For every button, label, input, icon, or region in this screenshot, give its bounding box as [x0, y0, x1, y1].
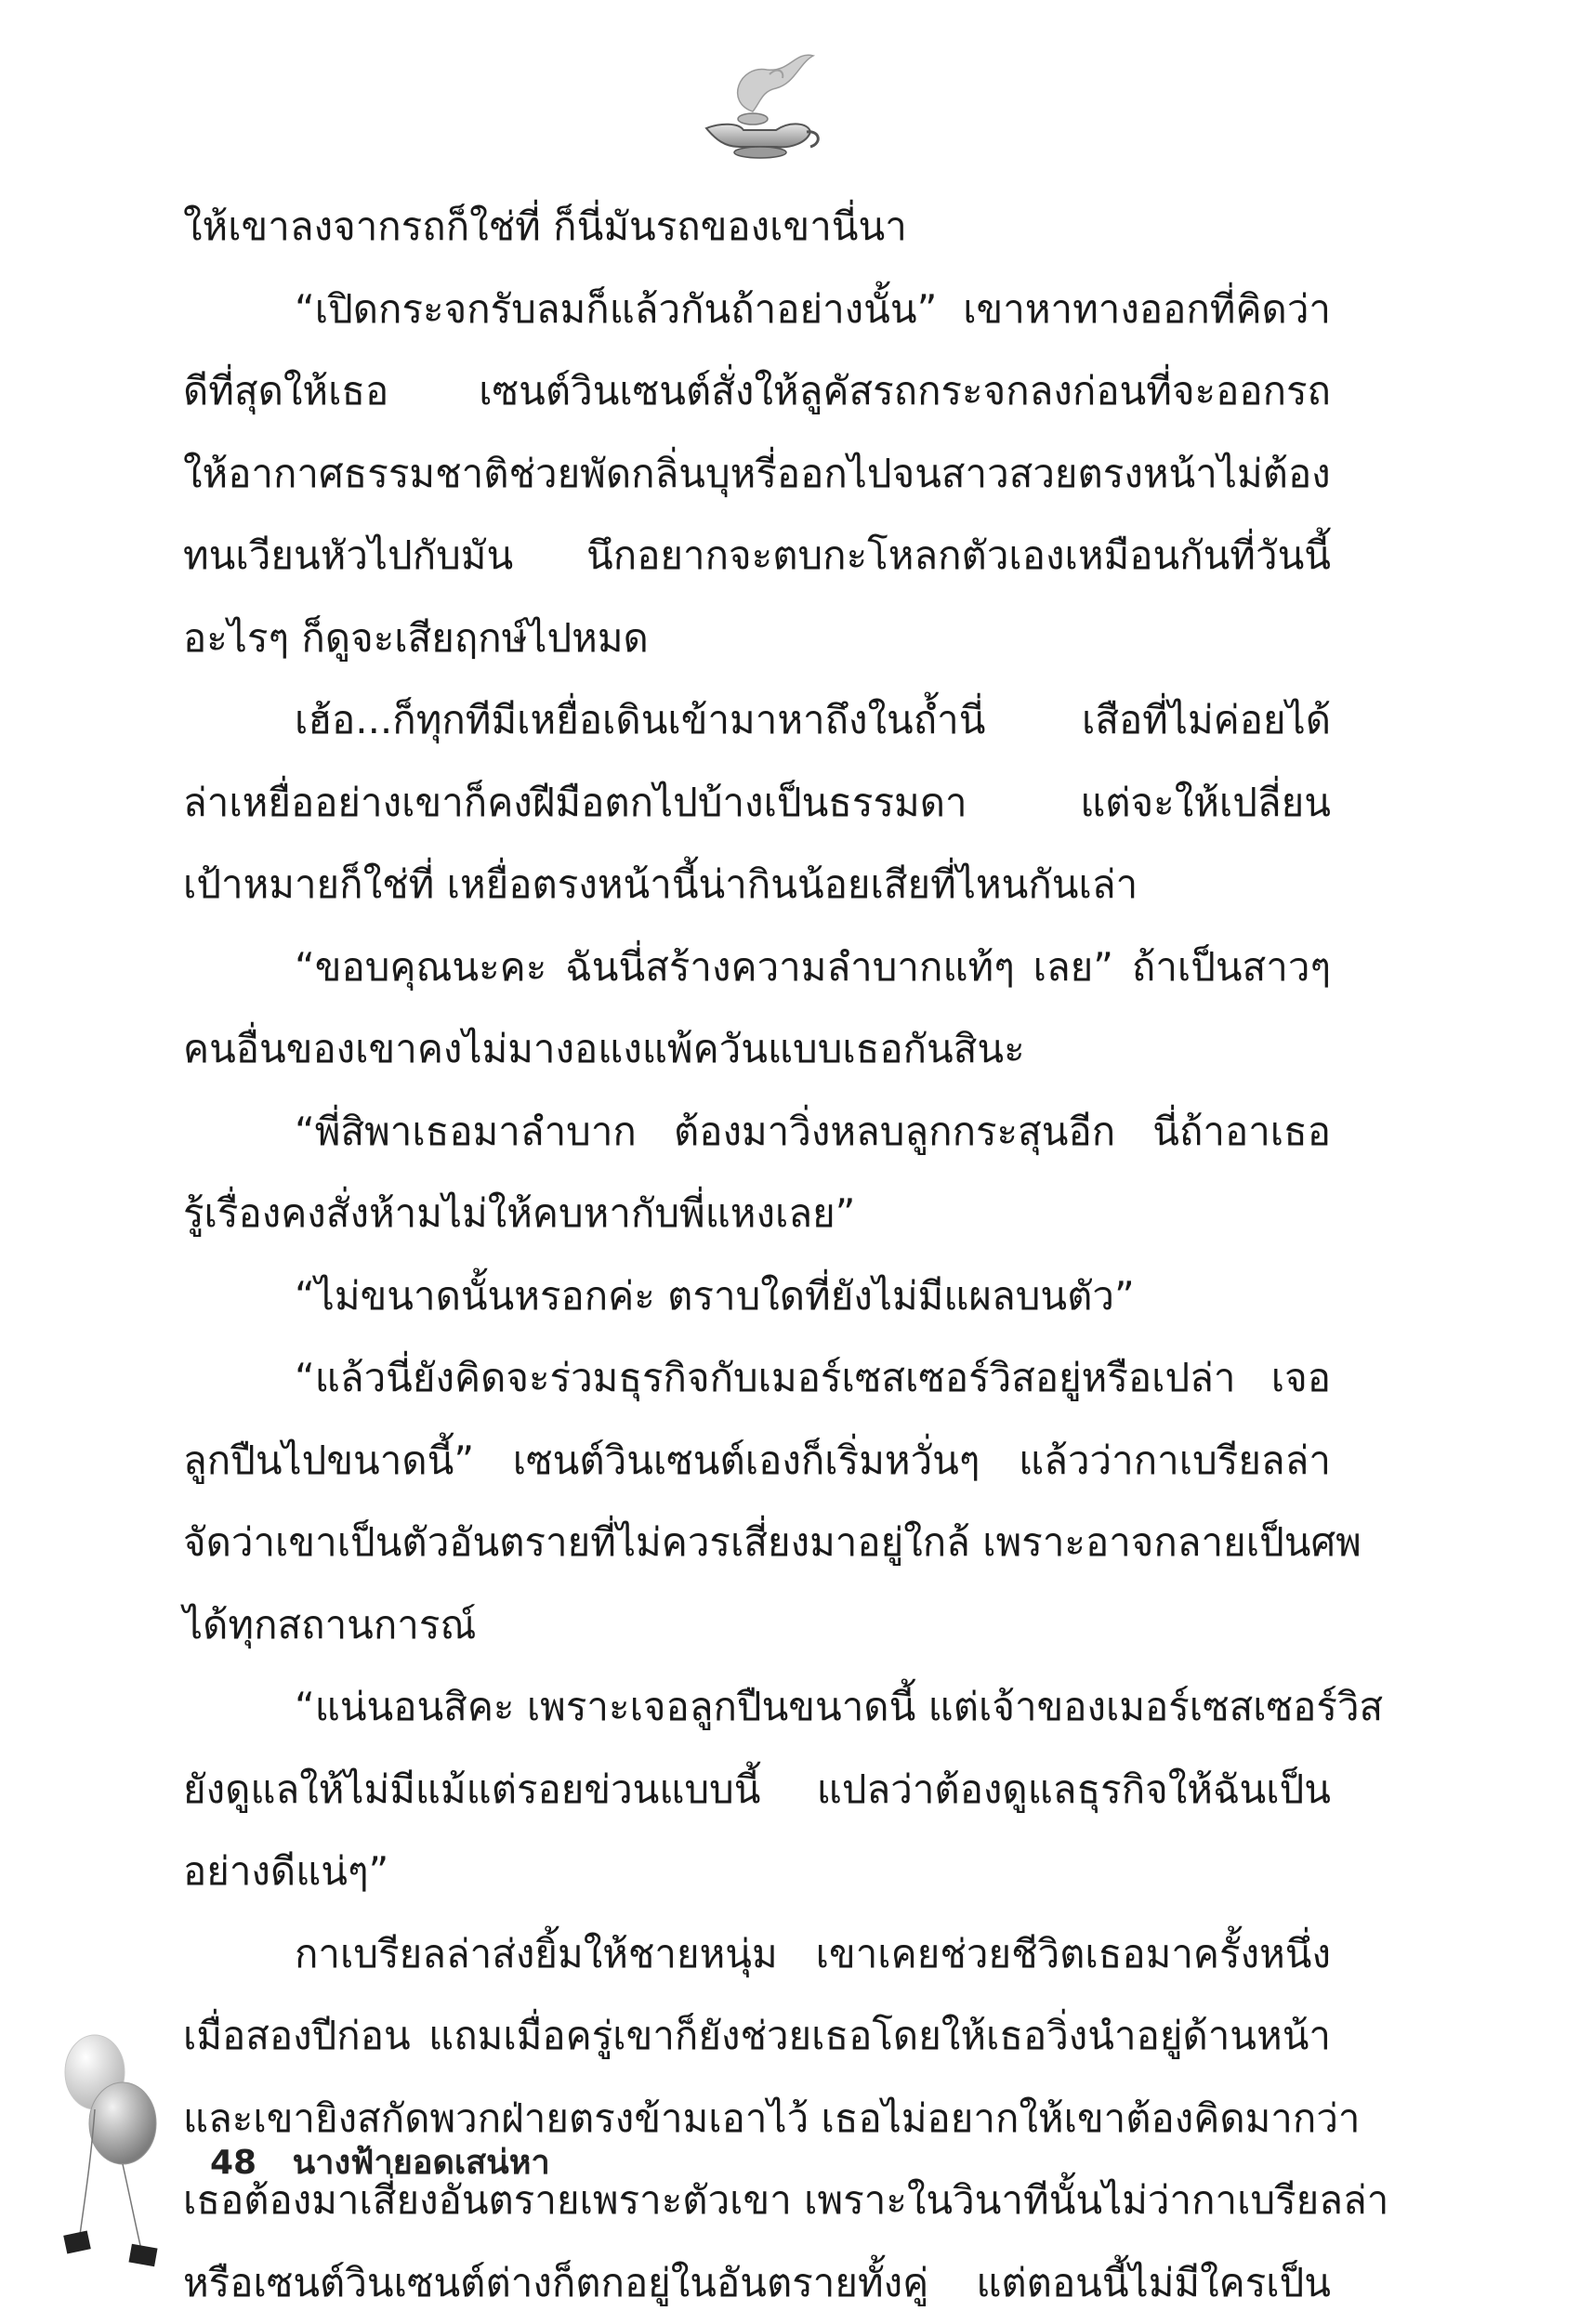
balloons-icon — [56, 2030, 195, 2281]
text-line: “แน่นอนสิคะ เพราะเจอลูกปืนขนาดนี้ แต่เจ้าของเมอร์เซสเซอร์วิส — [183, 1666, 1331, 1749]
text-line: เธอต้องมาเสี่ยงอันตรายเพราะตัวเขา เพราะในวินาทีนั้นไม่ว่ากาเบรียลล่า — [183, 2160, 1331, 2242]
text-line: เมื่อสองปีก่อน แถมเมื่อครู่เขาก็ยังช่วยเธอโดยให้เธอวิ่งนำอยู่ด้านหน้า — [183, 1995, 1331, 2078]
text-line: ล่าเหยื่ออย่างเขาก็คงฝีมือตกไปบ้างเป็นธรรมดา แต่จะให้เปลี่ยน — [183, 762, 1331, 845]
genie-lamp-icon — [688, 46, 827, 167]
book-title: นางฟ้ายอดเสน่หา — [293, 2144, 550, 2182]
text-line: ให้อากาศธรรมชาติช่วยพัดกลิ่นบุหรี่ออกไปจนสาวสวยตรงหน้าไม่ต้อง — [183, 433, 1331, 516]
text-line: จัดว่าเขาเป็นตัวอันตรายที่ไม่ควรเสี่ยงมาอยู่ใกล้ เพราะอาจกลายเป็นศพ — [183, 1502, 1331, 1584]
text-line: “แล้วนี่ยังคิดจะร่วมธุรกิจกับเมอร์เซสเซอร์วิสอยู่หรือเปล่า เจอ — [183, 1337, 1331, 1420]
text-line: ลูกปืนไปขนาดนี้” เซนต์วินเซนต์เองก็เริ่มหวั่นๆ แล้วว่ากาเบรียลล่า — [183, 1420, 1331, 1503]
text-line: ทนเวียนหัวไปกับมัน นึกอยากจะตบกะโหลกตัวเองเหมือนกันที่วันนี้ — [183, 515, 1331, 597]
text-line: ได้ทุกสถานการณ์ — [183, 1584, 1331, 1667]
text-line: อะไรๆ ก็ดูจะเสียฤกษ์ไปหมด — [183, 597, 1331, 680]
text-line: “ขอบคุณนะคะ ฉันนี่สร้างความลำบากแท้ๆ เลย” ถ้าเป็นสาวๆ — [183, 926, 1331, 1009]
text-line: เฮ้อ...ก็ทุกทีมีเหยื่อเดินเข้ามาหาถึงในถ้ำนี่ เสือที่ไม่ค่อยได้ — [183, 679, 1331, 762]
text-line: คนอื่นของเขาคงไม่มางอแงแพ้ควันแบบเธอกันสินะ — [183, 1008, 1331, 1091]
text-line: ให้เขาลงจากรถก็ใช่ที่ ก็นี่มันรถของเขานี่นา — [183, 186, 1331, 269]
text-line: รู้เรื่องคงสั่งห้ามไม่ให้คบหากับพี่แหงเลย” — [183, 1173, 1331, 1255]
text-line: ยังดูแลให้ไม่มีแม้แต่รอยข่วนแบบนี้ แปลว่าต้องดูแลธุรกิจให้ฉันเป็น — [183, 1749, 1331, 1832]
text-line: “เปิดกระจกรับลมก็แล้วกันถ้าอย่างนั้น” เขาหาทางออกที่คิดว่า — [183, 269, 1331, 351]
body-text — [183, 186, 1331, 2324]
text-line: “พี่สิพาเธอมาลำบาก ต้องมาวิ่งหลบลูกกระสุนอีก นี่ถ้าอาเธอ — [183, 1091, 1331, 1174]
text-line: และเขายิงสกัดพวกฝ่ายตรงข้ามเอาไว้ เธอไม่อยากให้เขาต้องคิดมากว่า — [183, 2078, 1331, 2160]
text-line: ดีที่สุดให้เธอ เซนต์วินเซนต์สั่งให้ลูคัสรถกระจกลงก่อนที่จะออกรถ — [183, 350, 1331, 433]
text-line: กาเบรียลล่าส่งยิ้มให้ชายหนุ่ม เขาเคยช่วยชีวิตเธอมาครั้งหนึ่ง — [183, 1913, 1331, 1996]
text-line: “ไม่ขนาดนั้นหรอกค่ะ ตราบใดที่ยังไม่มีแผลบนตัว” — [183, 1255, 1331, 1338]
text-line: อย่างดีแน่ๆ” — [183, 1831, 1331, 1913]
page-number: 48 — [210, 2144, 257, 2182]
text-line: หรือเซนต์วินเซนต์ต่างก็ตกอยู่ในอันตรายทั้งคู่ แต่ตอนนี้ไม่มีใครเป็น — [183, 2242, 1331, 2324]
page-footer — [210, 2135, 550, 2191]
text-line: เป้าหมายก็ใช่ที่ เหยื่อตรงหน้านี้น่ากินน้อยเสียที่ไหนกันเล่า — [183, 844, 1331, 926]
